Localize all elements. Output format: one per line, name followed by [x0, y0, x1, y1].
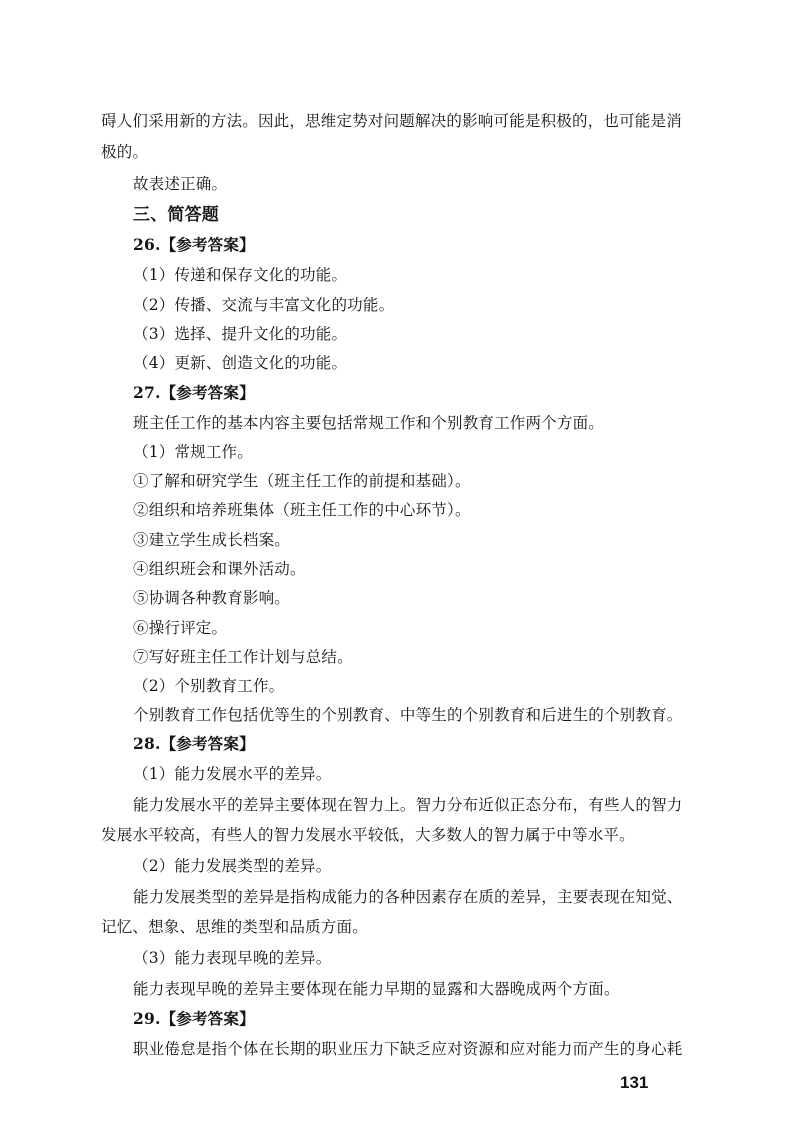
body-text-line: 能力发展水平的差异主要体现在智力上。智力分布近似正态分布，有些人的智力	[133, 796, 683, 814]
body-text-line: 能力发展类型的差异是指构成能力的各种因素存在质的差异，主要表现在知觉、	[133, 888, 683, 906]
answer-heading: 29.【参考答案】	[133, 1009, 255, 1028]
body-text-line: ④组织班会和课外活动。	[133, 560, 306, 578]
body-text-line: 职业倦怠是指个体在长期的职业压力下缺乏应对资源和应对能力而产生的身心耗	[133, 1040, 683, 1058]
body-text-line: ②组织和培养班集体（班主任工作的中心环节）。	[133, 501, 471, 519]
body-text-line: （2）能力发展类型的差异。	[133, 857, 332, 875]
body-text-line: 个别教育工作包括优等生的个别教育、中等生的个别教育和后进生的个别教育。	[133, 706, 683, 724]
body-text-line: 发展水平较高，有些人的智力发展水平较低，大多数人的智力属于中等水平。	[101, 826, 635, 844]
answer-heading: 26.【参考答案】	[133, 235, 255, 254]
answer-heading: 28.【参考答案】	[133, 734, 255, 753]
body-text-line: ⑦写好班主任工作计划与总结。	[133, 648, 353, 666]
body-text-line: 班主任工作的基本内容主要包括常规工作和个别教育工作两个方面。	[133, 414, 605, 432]
answer-heading: 27.【参考答案】	[133, 383, 255, 402]
body-text-line: ⑥操行评定。	[133, 619, 228, 637]
body-text-line: （3）选择、提升文化的功能。	[133, 325, 348, 343]
section-heading: 三、简答题	[133, 205, 219, 225]
body-text-line: 记忆、想象、思维的类型和品质方面。	[101, 918, 368, 936]
body-text-line: （3）能力表现早晚的差异。	[133, 949, 332, 967]
body-text-line: （2）传播、交流与丰富文化的功能。	[133, 296, 395, 314]
body-text-line: （2）个别教育工作。	[133, 677, 285, 695]
body-text-line: 故表述正确。	[133, 175, 228, 193]
body-text-line: 碍人们采用新的方法。因此，思维定势对问题解决的影响可能是积极的，也可能是消	[101, 112, 682, 130]
body-text-line: （1）常规工作。	[133, 443, 253, 461]
body-text-line: ①了解和研究学生（班主任工作的前提和基础）。	[133, 472, 471, 490]
body-text-line: （1）能力发展水平的差异。	[133, 765, 332, 783]
body-text-line: （1）传递和保存文化的功能。	[133, 266, 348, 284]
page-number: 131	[620, 1073, 649, 1092]
body-text-line: 极的。	[101, 143, 149, 161]
body-text-line: 能力表现早晚的差异主要体现在能力早期的显露和大器晚成两个方面。	[133, 980, 620, 998]
body-text-line: ③建立学生成长档案。	[133, 531, 291, 549]
body-text-line: ⑤协调各种教育影响。	[133, 589, 291, 607]
body-text-line: （4）更新、创造文化的功能。	[133, 354, 348, 372]
